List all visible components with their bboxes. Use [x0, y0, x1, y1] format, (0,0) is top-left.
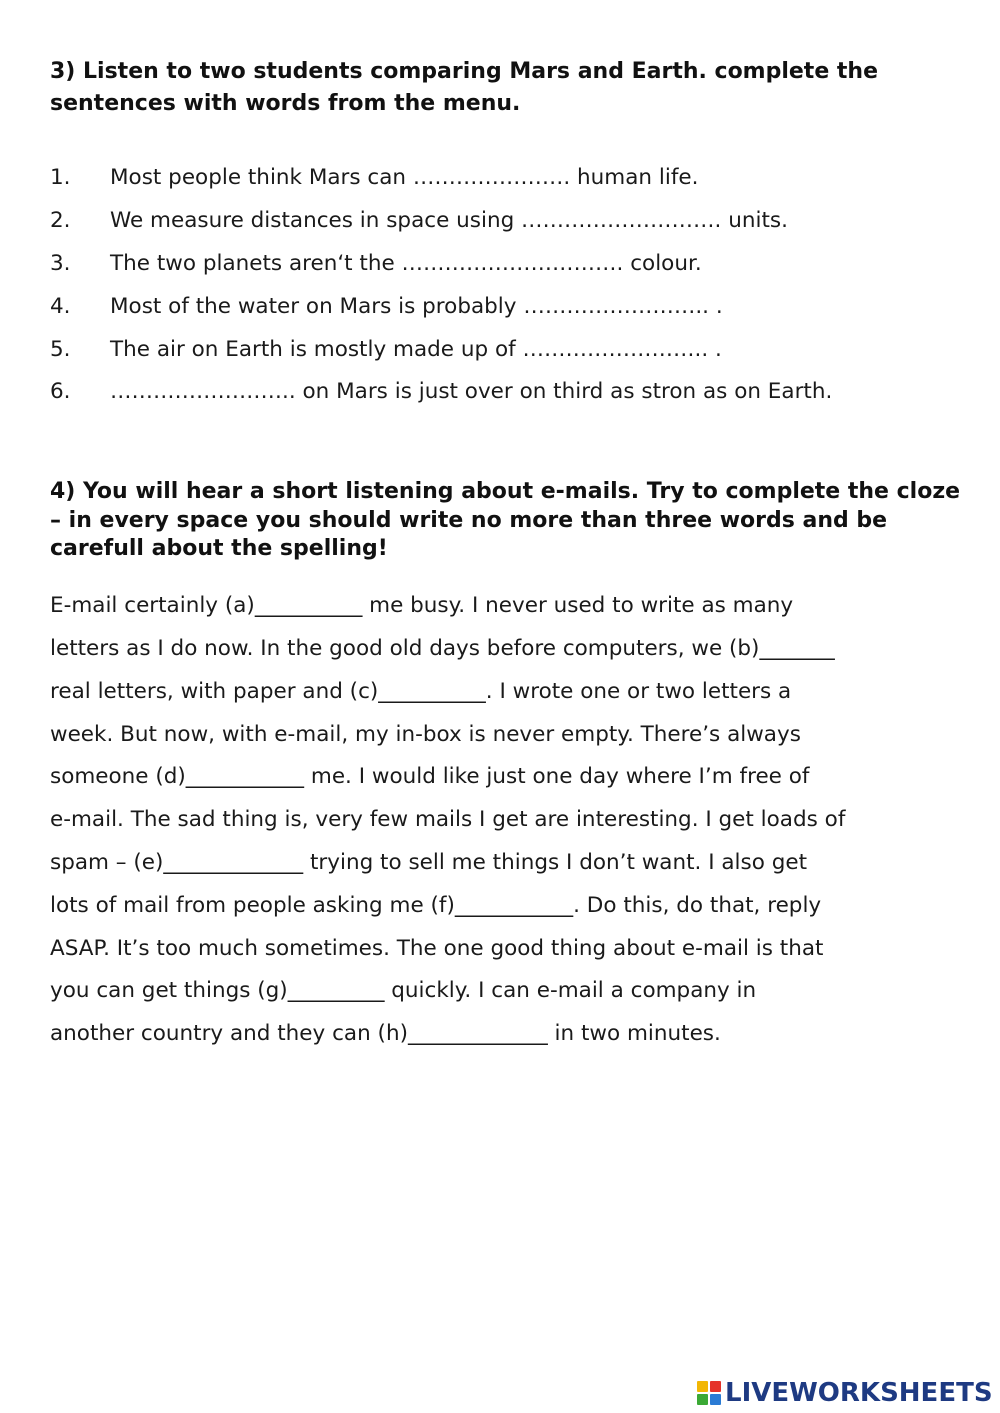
item-text: Most of the water on Mars is probably …………………….. .	[110, 294, 723, 319]
item-number: 3.	[50, 251, 71, 276]
item-number: 6.	[50, 379, 71, 404]
liveworksheets-logo	[697, 1375, 993, 1411]
logo-grid-icon	[697, 1381, 721, 1405]
item-number: 5.	[50, 337, 71, 362]
item-number: 2.	[50, 208, 71, 233]
logo-cell	[697, 1381, 708, 1392]
section-4-heading: 4) You will hear a short listening about e-mails. Try to complete the cloze – in every space you should write no more than three words and be carefull about the spelling!	[50, 479, 961, 561]
passage-line: week. But now, with e-mail, my in-box is never empty. There’s always	[50, 722, 801, 747]
item-number: 1.	[50, 165, 71, 190]
list-item	[50, 206, 788, 236]
item-text: …………………….. on Mars is just over on third as stron as on Earth.	[110, 379, 833, 404]
logo-cell	[710, 1381, 721, 1392]
logo-cell	[697, 1394, 708, 1405]
passage-line: real letters, with paper and (c)__________. I wrote one or two letters a	[50, 679, 792, 704]
passage-line: E-mail certainly (a)__________ me busy. I never used to write as many	[50, 593, 794, 618]
passage-line: letters as I do now. In the good old days before computers, we (b)_______	[50, 636, 835, 661]
logo-text: LIVEWORKSHEETS	[725, 1378, 993, 1408]
section-3-heading: 3) Listen to two students comparing Mars and Earth. complete the sentences with words from the menu.	[50, 59, 879, 116]
item-text: The air on Earth is mostly made up of …………………….. .	[110, 337, 722, 362]
item-text: We measure distances in space using ………………………. units.	[110, 208, 788, 233]
list-item	[50, 377, 832, 407]
list-item	[50, 249, 702, 279]
item-text: The two planets aren‘t the …………………………. colour.	[110, 251, 702, 276]
passage-line: someone (d)___________ me. I would like just one day where I’m free of	[50, 764, 810, 789]
passage-line: spam – (e)_____________ trying to sell me things I don’t want. I also get	[50, 850, 808, 875]
list-item	[50, 163, 698, 193]
item-text: Most people think Mars can …………………. human life.	[110, 165, 699, 190]
list-item	[50, 335, 722, 365]
passage-line: another country and they can (h)_____________ in two minutes.	[50, 1021, 721, 1046]
passage-line: ASAP. It’s too much sometimes. The one good thing about e-mail is that	[50, 936, 824, 961]
passage-line: you can get things (g)_________ quickly. I can e-mail a company in	[50, 978, 757, 1003]
passage-line: lots of mail from people asking me (f)___________. Do this, do that, reply	[50, 893, 822, 918]
passage-line: e-mail. The sad thing is, very few mails I get are interesting. I get loads of	[50, 807, 846, 832]
logo-cell	[710, 1394, 721, 1405]
item-number: 4.	[50, 294, 71, 319]
list-item	[50, 292, 723, 322]
